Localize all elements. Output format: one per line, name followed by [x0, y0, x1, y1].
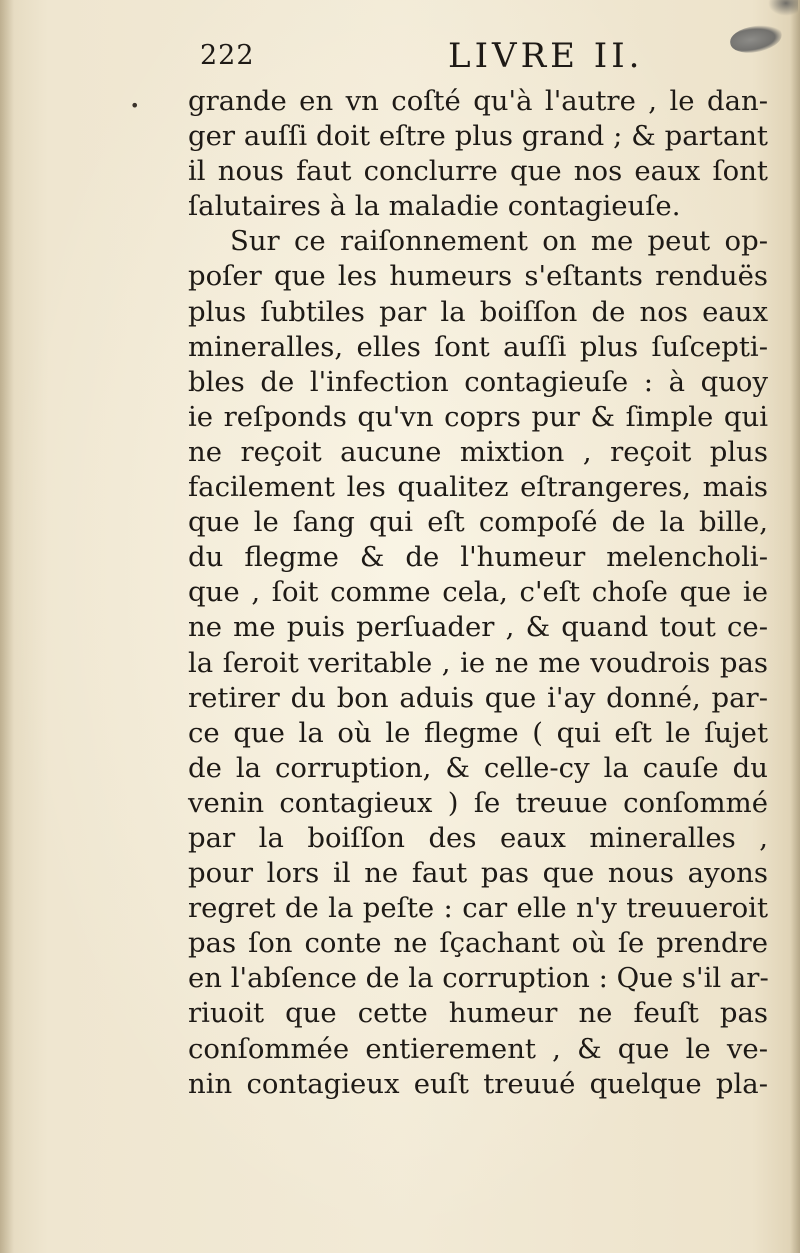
text-line: que le ſang qui eſt compoſé de la bille, [188, 506, 768, 539]
text-line: facilement les qualitez eſtrangeres, mais [188, 471, 768, 504]
page-header [200, 36, 760, 80]
text-line: pas ſon conte ne ſçachant où ſe prendre [188, 927, 768, 960]
text-line: plus ſubtiles par la boiſſon de nos eaux [188, 295, 768, 328]
text-line: ger auſſi doit eſtre plus grand ; & partant [188, 120, 768, 153]
text-line: de la corruption, & celle-cy la cauſe du [188, 751, 768, 784]
text-line: bles de l'infection contagieuſe : à quoy [188, 365, 768, 398]
text-line: nin contagieux euſt treuué quelque pla- [188, 1067, 768, 1100]
page-number: 222 [200, 40, 255, 71]
body-text [188, 84, 768, 1102]
text-line: ne reçoit aucune mixtion , reçoit plus [188, 435, 768, 468]
text-line: riuoit que cette humeur ne feuſt pas [188, 997, 768, 1030]
text-line: retirer du bon aduis que i'ay donné, par- [188, 681, 768, 714]
text-line: ne me puis perſuader , & quand tout ce- [188, 611, 768, 644]
text-line: venin contagieux ) ſe treuue conſommé [188, 786, 768, 819]
margin-mark: • [130, 96, 140, 115]
text-line: mineralles, elles ſont auſſi plus ſuſcepti- [188, 330, 768, 363]
text-line: il nous faut conclurre que nos eaux ſont [188, 155, 768, 188]
text-line: par la boiſſon des eaux mineralles , [188, 821, 768, 854]
text-line: ſalutaires à la maladie contagieuſe. [188, 190, 681, 223]
text-line: conſommée entierement , & que le ve- [188, 1032, 768, 1065]
text-line: poſer que les humeurs s'eſtants renduës [188, 260, 768, 293]
text-line: Sur ce raiſonnement on me peut op- [230, 225, 768, 258]
text-line: pour lors il ne faut pas que nous ayons [188, 857, 768, 890]
page-edge-shadow-left [0, 0, 14, 1253]
text-line: en l'abſence de la corruption : Que s'il ar- [188, 962, 769, 995]
corner-stain-top [768, 0, 798, 16]
text-line: que , ſoit comme cela, c'eſt choſe que ie [188, 576, 768, 609]
text-line: ce que la où le flegme ( qui eſt le ſujet [188, 716, 768, 749]
text-line: la ſeroit veritable , ie ne me voudrois pas [188, 646, 768, 679]
running-head: LIVRE II. [448, 36, 644, 76]
page-edge-shadow-right [790, 0, 800, 1253]
text-line: regret de la peſte : car elle n'y treuueroit [188, 892, 768, 925]
text-line: du flegme & de l'humeur melencholi- [188, 541, 768, 574]
text-line: ie reſponds qu'vn coprs pur & ſimple qui [188, 400, 768, 433]
text-line: grande en vn coſté qu'à l'autre , le dan- [188, 85, 768, 117]
